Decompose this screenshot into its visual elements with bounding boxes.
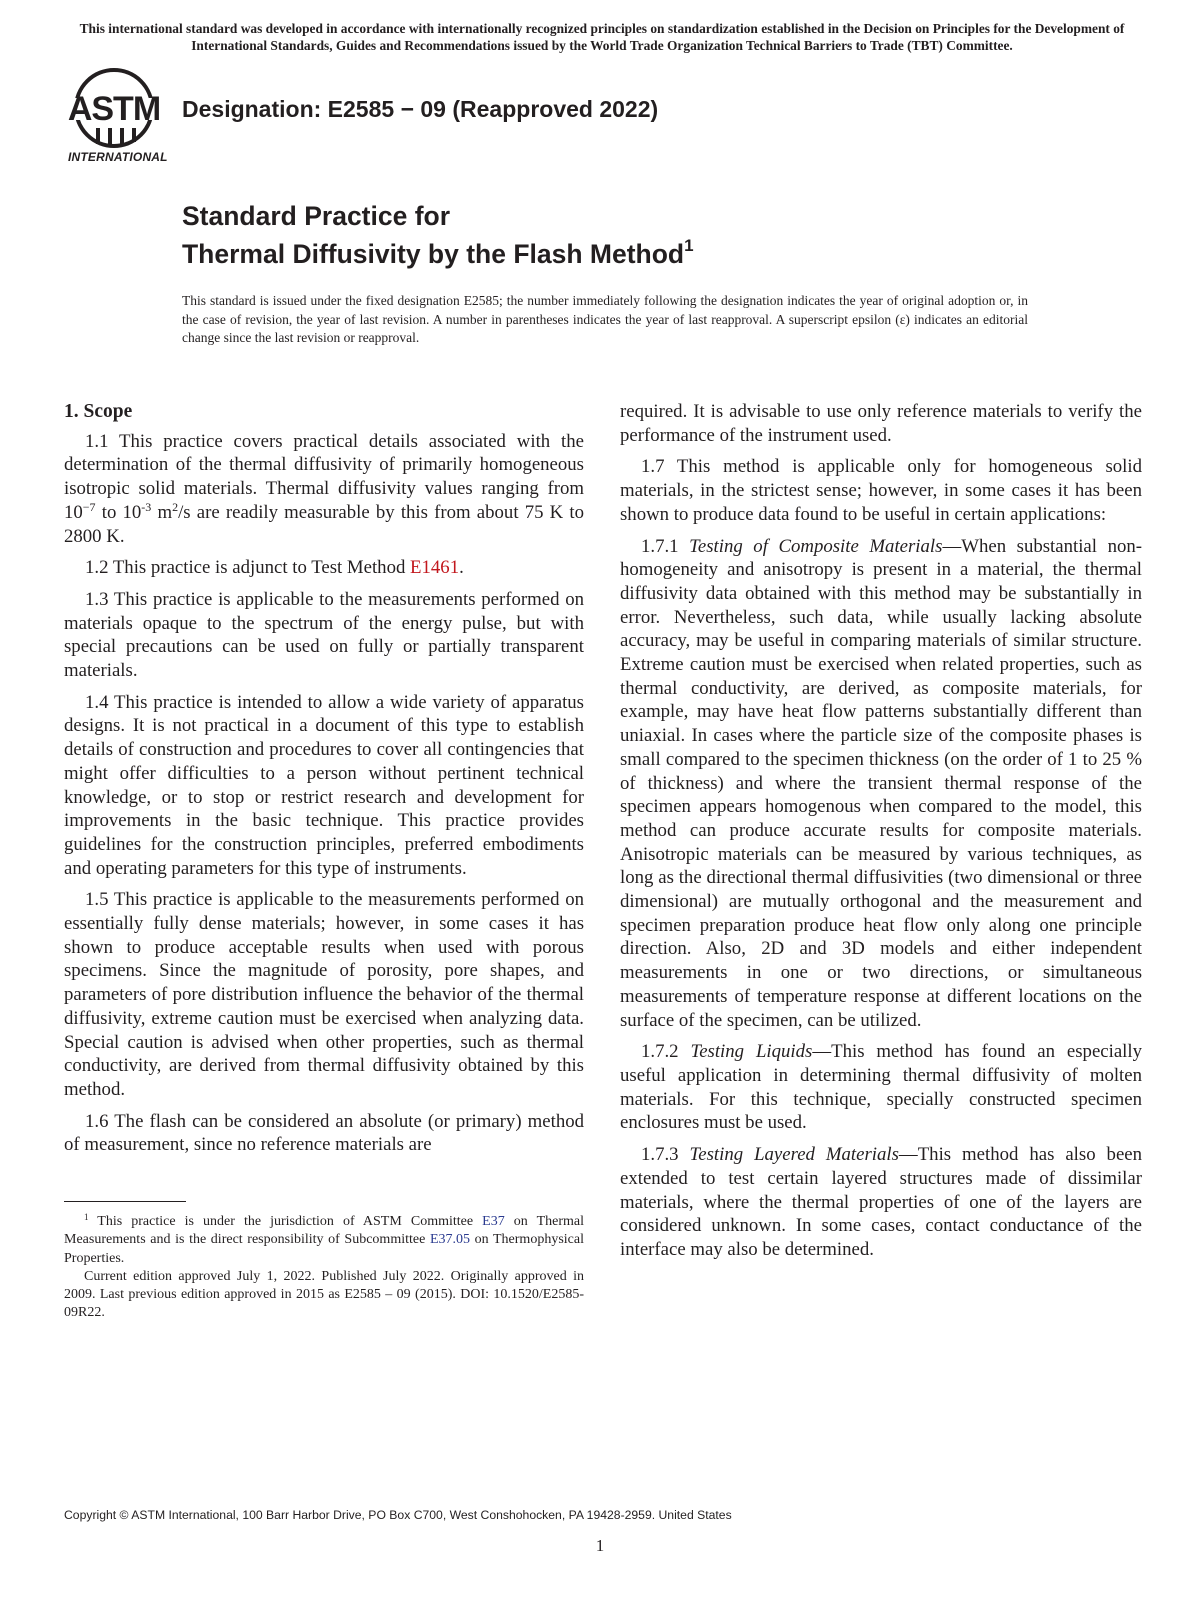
link-e1461[interactable]: E1461 — [410, 557, 460, 579]
paragraph-1-7-3: 1.7.3 Testing Layered Materials—This method has also been extended to test certain layered structures made of dissimilar materials, where the thermal properties of one of the layers are considered unknown. In some cases, contact conductance of the interface may also be determined. — [620, 1144, 1143, 1260]
paragraph-1-1: 1.1 This practice covers practical details associated with the determination of the thermal diffusivity of primarily homogeneous isotropic solid materials. Thermal diffusivity values ranging from $10^{-7}$ to $10^{-3}$ $m^2/s$ are readily measurable by this from about 75 K to 2800 K. — [64, 430, 584, 547]
paragraph-1-7-1: 1.7.1 Testing of Composite Materials—When substantial non-homogeneity and anisotropy is present in a material, the thermal diffusivity data obtained with this method may be substantially in error. Nevertheless, such data, while usually lacking absolute accuracy, may be useful in comparing materials of similar structure. Extreme caution must be exercised when related properties, such as thermal conductivity, are derived, as composite materials, for example, may have heat flow patterns substantially different than uniaxial. In cases where the particle size of the composite phases is small compared to the specimen thickness (on the order of 1 to 25 % of thickness) and where the transient thermal response of the specimen appears homogenous when compared to the model, this method can produce accurate results for composite materials. Anisotropic materials can be measured by various techniques, as long as the directional thermal diffusivities (two dimensional or three dimensional) are mutually orthogonal and the measurement and specimen preparation produce heat flow only along one principle direction. Also, 2D and 3D models and either independent measurements in one or two directions, or simultaneous measurements of temperature response at different locations on the surface of the specimen, can be utilized. — [620, 535, 1142, 1031]
paragraph-1-7-2: 1.7.2 Testing Liquids—This method has found an especially useful application in determining thermal diffusivity of molten materials. For this technique, specially constructed specimen enclosures must be used. — [620, 1041, 1143, 1134]
title-footnote-mark: 1 — [684, 236, 694, 255]
page-number: 1 — [595, 1536, 605, 1555]
paragraph-1-2: 1.2 This practice is adjunct to Test Method E1461. — [85, 557, 464, 579]
paragraph-1-5: 1.5 This practice is applicable to the measurements performed on essentially fully dense materials; however, in some cases it has shown to produce acceptable results when used with porous specimens. Since the magnitude of porosity, pore shapes, and parameters of pore distribution influence the behavior of the thermal diffusivity, extreme caution must be exercised when analyzing data. Special caution is advised when other properties, such as thermal conductivity, are derived from thermal diffusivity obtained by this method. — [64, 889, 584, 1100]
document-title — [182, 200, 694, 270]
paragraph-1-6-continued: required. It is advisable to use only reference materials to verify the performance of the instrument used. — [620, 401, 1142, 446]
title-line-1: Standard Practice for — [182, 201, 451, 231]
svg-text:ASTM: ASTM — [67, 90, 161, 128]
right-column — [620, 400, 1142, 1270]
left-column — [64, 400, 584, 1165]
paragraph-1-7: 1.7 This method is applicable only for homogeneous solid materials, in the strictest sense; however, in some cases it has been shown to produce data found to be useful in certain applications: — [620, 456, 1142, 525]
designation: Designation: E2585 − 09 (Reapproved 2022) — [182, 96, 659, 122]
link-e37[interactable]: E37 — [482, 1214, 505, 1229]
logo-subtitle: INTERNATIONAL — [68, 150, 168, 164]
footnote-edition: Current edition approved July 1, 2022. Published July 2022. Originally approved in 2009. Last previous edition approved in 2015 as E2585 – 09 (2015). DOI: 10.1520/E2585-09R22. — [64, 1268, 584, 1321]
footnote-1: $^1$ This practice is under the jurisdiction of ASTM Committee E37 on Thermal Measurements and is the direct responsibility of Subcommittee E37.05 on Thermophysical Properties. — [64, 1212, 584, 1266]
title-main: Thermal Diffusivity by the Flash Method — [182, 238, 685, 269]
footnotes — [64, 1213, 584, 1323]
footnote-divider — [64, 1201, 186, 1202]
title-line-2 — [182, 232, 694, 270]
section-heading-scope: 1. Scope — [64, 401, 133, 422]
paragraph-1-6: 1.6 The flash can be considered an absolute (or primary) method of measurement, since no reference materials are — [64, 1110, 584, 1156]
copyright: Copyright © ASTM International, 100 Barr Harbor Drive, PO Box C700, West Conshohocken, PA 19428-2959. United States — [64, 1508, 732, 1522]
paragraph-1-3: 1.3 This practice is applicable to the measurements performed on materials opaque to the spectrum of the energy pulse, but with special precautions can be used on fully or partially transparent materials. — [64, 588, 584, 682]
link-e37-05[interactable]: E37.05 — [429, 1232, 470, 1248]
paragraph-1-4: 1.4 This practice is intended to allow a wide variety of apparatus designs. It is not practical in a document of this type to establish details of construction and procedures to cover all contingencies that might offer difficulties to a person without pertinent technical knowledge, or to stop or restrict research and development for improvements in the basic technique. This practice provides guidelines for the construction principles, preferred embodiments and operating parameters for this type of instruments. — [64, 691, 584, 879]
top-notice: This international standard was developed in accordance with internationally recognized principles on standardization established in the Decision on Principles for the Development of International Standards, Guides and Recommendations issued by the World Trade Organization Technical Barriers to Trade (TBT) Committee. — [79, 21, 1125, 53]
issue-note: This standard is issued under the fixed designation E2585; the number immediately following the designation indicates the year of original adoption or, in the case of revision, the year of last revision. A number in parentheses indicates the year of last reapproval. A superscript epsilon (ε) indicates an editorial change since the last revision or reapproval. — [182, 293, 1028, 345]
